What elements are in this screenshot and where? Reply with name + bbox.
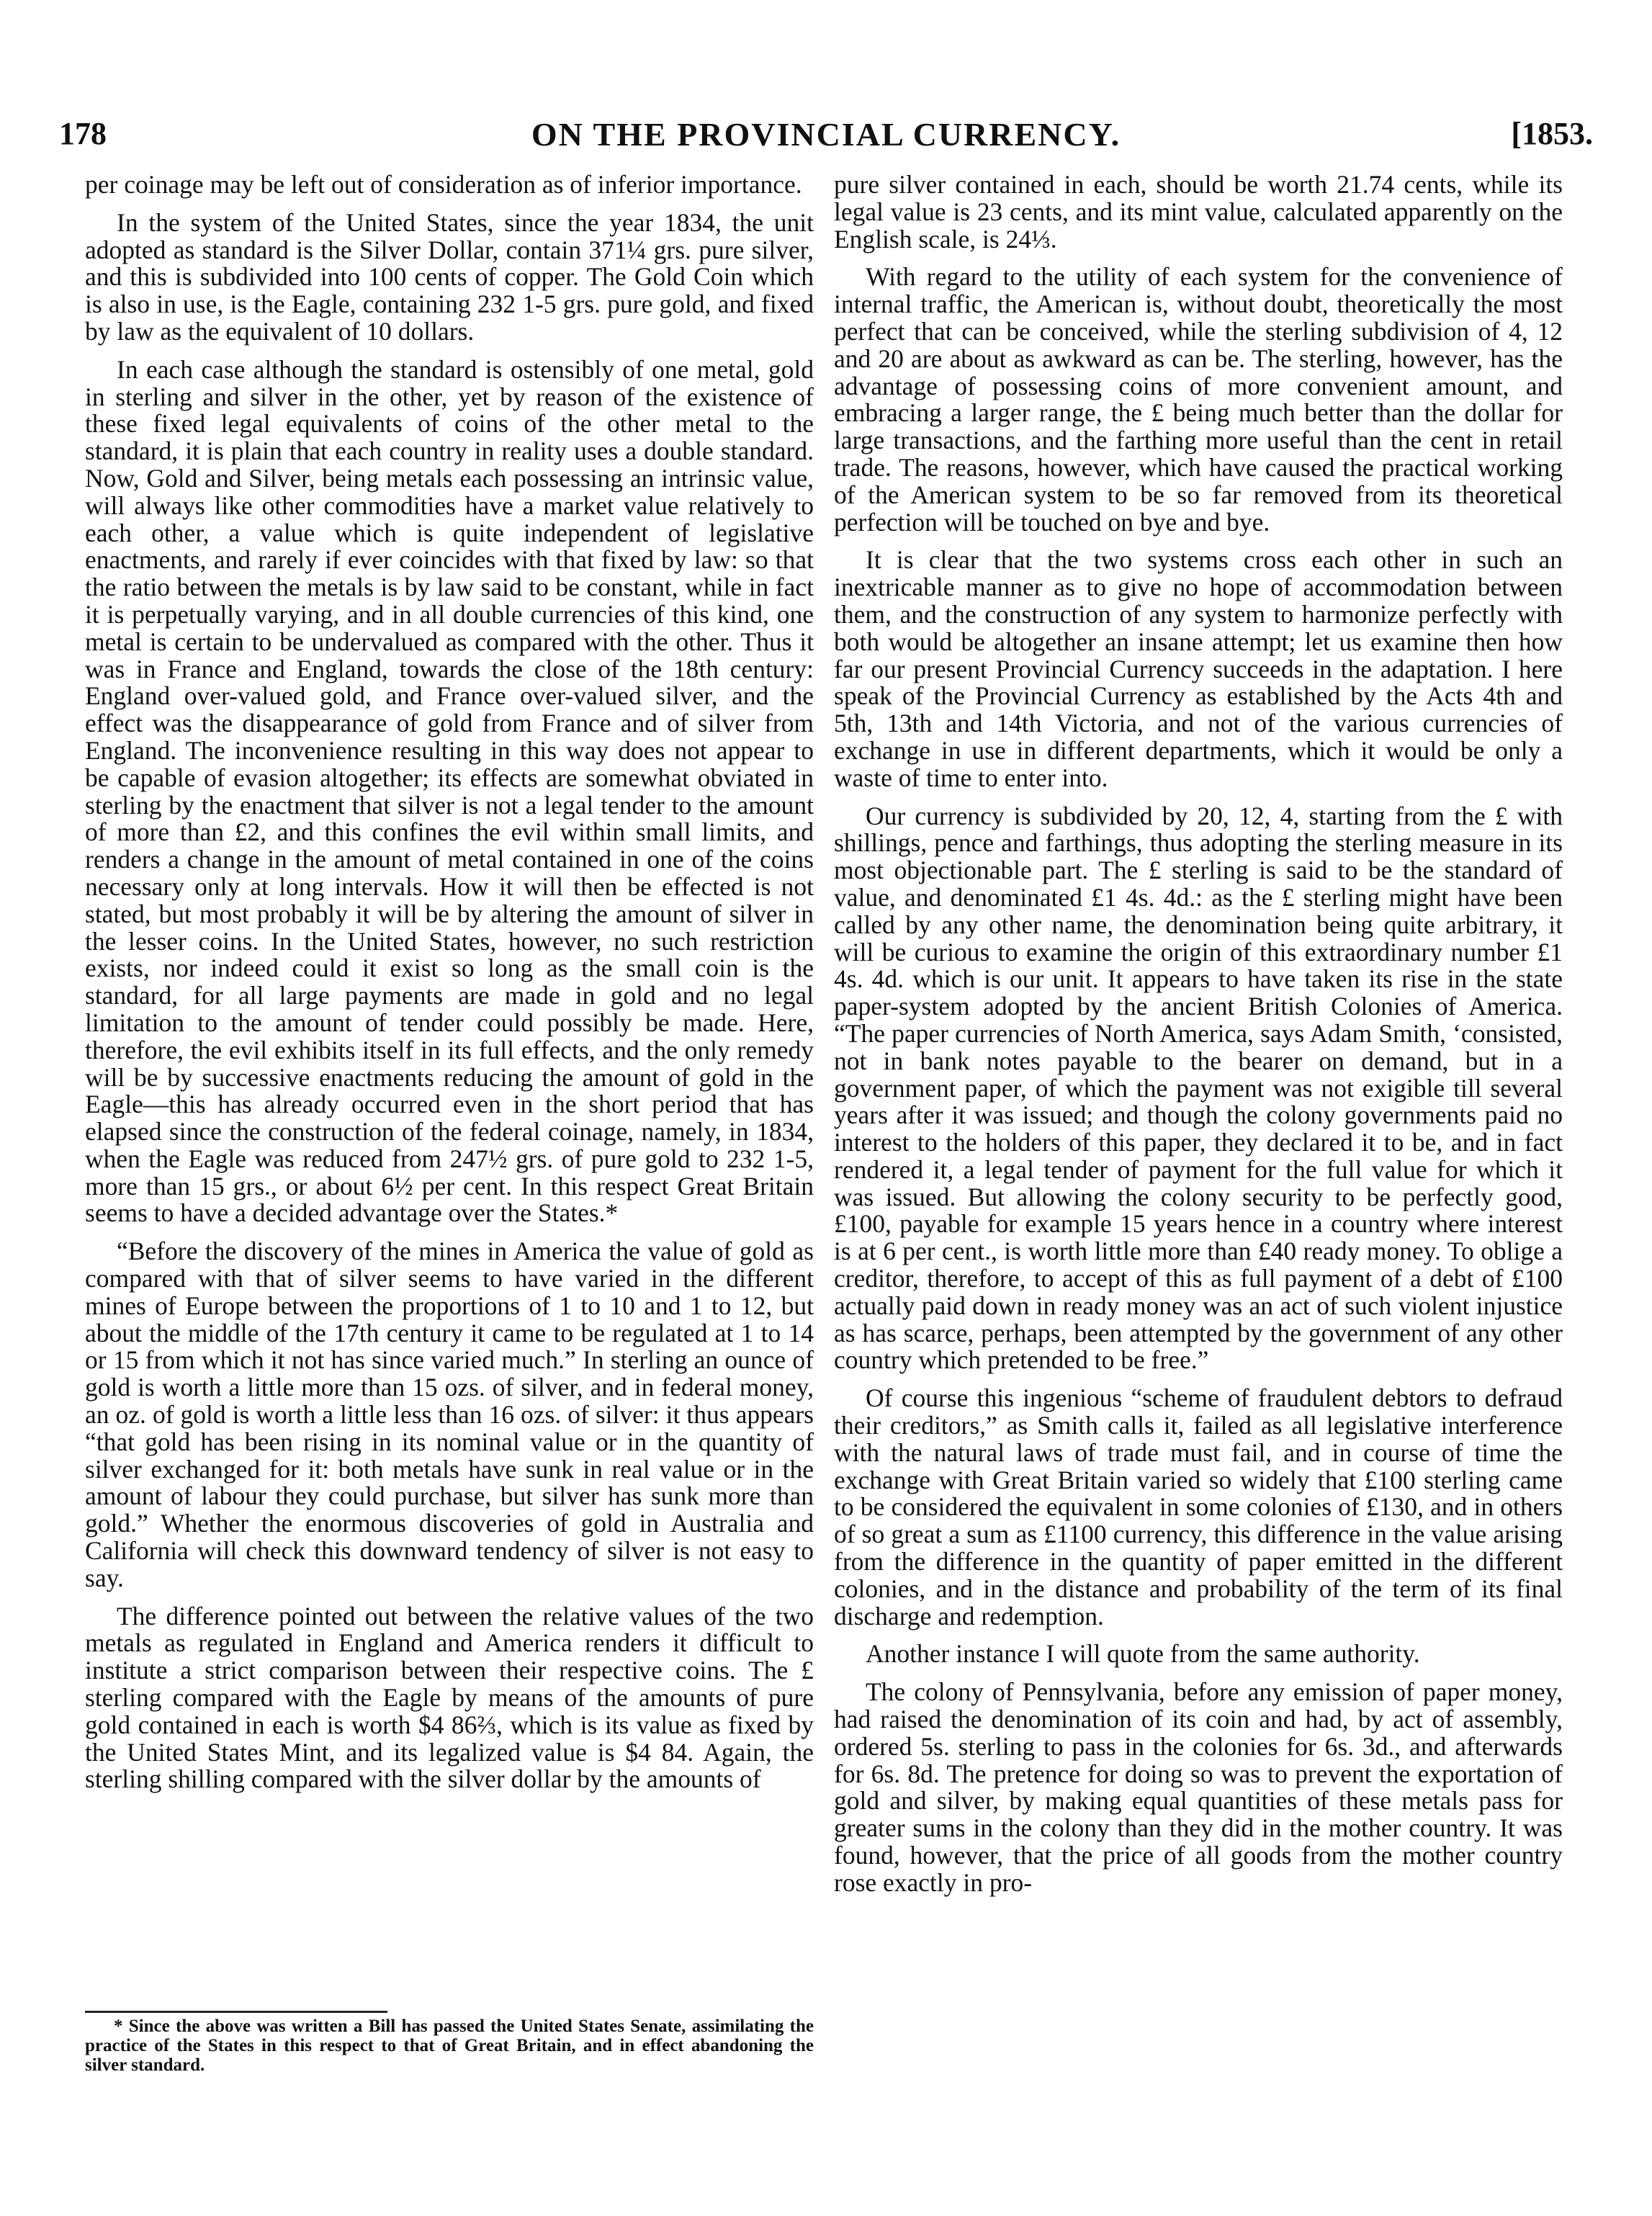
paragraph: The difference pointed out between the relative values of the two metals as regulated in England and America renders it difficult to institute a strict comparison between their respective coins. The £ sterling compared with the Eagle by means of the amounts of pure gold contained in each is worth $4 86⅔, which is its value as fixed by the United States Mint, and its legalized value is $4 84. Again, the sterling shilling compared with the silver dollar by the amounts of xyxy=(85,1601,814,1794)
paragraph: With regard to the utility of each system for the convenience of internal traffic, the American is, without doubt, theoretically the most perfect that can be conceived, while the sterling subdivision of 4, 12 and 20 are about as awkward as can be. The sterling, however, has the advantage of possessing coins of more convenient amount, and embracing a larger range, the £ being much better than the dollar for large transactions, and the farthing more useful than the cent in retail trade. The reasons, however, which have caused the practical working of the American system to be so far removed from its theoretical perfection will be touched on bye and bye. xyxy=(834,262,1563,537)
running-title: ON THE PROVINCIAL CURRENCY. xyxy=(531,116,1121,153)
right-column xyxy=(834,171,1563,2188)
running-header xyxy=(59,115,1593,167)
paragraph: Our currency is subdivided by 20, 12, 4, starting from the £ with shillings, pence and farthings, thus adopting the sterling measure in its most objectionable part. The £ sterling is said to be the standard of value, and denominated £1 4s. 4d.: as the £ sterling might have been called by any other name, the denomination being quite arbitrary, it will be curious to examine the origin of this extraordinary number £1 4s. 4d. which is our unit. It appears to have taken its rise in the state paper-system adopted by the ancient British Colonies of America. “The paper currencies of North America, says Adam Smith, ‘consisted, not in bank notes payable to the bearer on demand, but in a government paper, of which the payment was not exigible till several years after it was issued; and though the colony governments paid no interest to the holders of this paper, they declared it to be, and in fact rendered it, a legal tender of payment for the full value for which it was issued. But allowing the colony security to be perfectly good, £100, payable for example 15 years hence in a country where interest is at 6 per cent., is worth little more than £40 ready money. To oblige a creditor, therefore, to accept of this as full payment of a debt of £100 actually paid down in ready money was an act of such violent injustice as has scarce, perhaps, been attempted by the government of any other country which pretended to be free.” xyxy=(834,801,1563,1375)
footnote xyxy=(85,2017,814,2075)
footnote-text: * Since the above was written a Bill has passed the United States Senate, assimilating the practice of the States in this respect to that of Great Britain, and in effect abandoning the silver standard. xyxy=(85,2017,814,2075)
left-column xyxy=(85,171,814,2004)
footnote-rule xyxy=(85,2011,387,2013)
paragraph: The colony of Pennsylvania, before any emission of paper money, had raised the denomination of its coin and had, by act of assembly, ordered 5s. sterling to pass in the colonies for 6s. 3d., and afterwards for 6s. 8d. The pretence for doing so was to prevent the exportation of gold and silver, by making equal quantities of these metals pass for greater sums in the colony than they did in the mother country. It was found, however, that the price of all goods from the mother country rose exactly in pro- xyxy=(834,1677,1563,1897)
paragraph: Of course this ingenious “scheme of fraudulent debtors to defraud their creditors,” as Smith calls it, failed as all legislative interference with the natural laws of trade must fail, and in course of time the exchange with Great Britain varied so widely that £100 sterling came to be considered the equivalent in some colonies of £130, and in others of so great a sum as £1100 currency, this difference in the value arising from the difference in the quantity of paper emitted in the different colonies, and in the distance and probability of the term of its final discharge and redemption. xyxy=(834,1383,1563,1630)
header-year: [1853. xyxy=(1511,116,1593,151)
paragraph: “Before the discovery of the mines in America the value of gold as compared with that of silver seems to have varied in the different mines of Europe between the proportions of 1 to 10 and 1 to 12, but about the middle of the 17th century it came to be regulated at 1 to 14 or 15 from which it not has since varied much.” In sterling an ounce of gold is worth a little more than 15 ozs. of silver, and in federal money, an oz. of gold is worth a little less than 16 ozs. of silver: it thus appears “that gold has been rising in its nominal value or in the quantity of silver exchanged for it: both metals have sunk in real value or in the amount of labour they could purchase, but silver has sunk more than gold.” Whether the enormous discoveries of gold in Australia and California will check this downward tendency of silver is not easy to say. xyxy=(85,1237,814,1592)
paragraph: In each case although the standard is ostensibly of one metal, gold in sterling and silver in the other, yet by reason of the existence of these fixed legal equivalents of coins of the other metal to the standard, it is plain that each country in reality uses a double standard. Now, Gold and Silver, being metals each possessing an intrinsic value, will always like other commodities have a market value relatively to each other, a value which is quite independent of legislative enactments, and rarely if ever coincides with that fixed by law: so that the ratio between the metals is by law said to be constant, while in fact it is perpetually varying, and in all double currencies of this kind, one metal is certain to be undervalued as compared with the other. Thus it was in France and England, towards the close of the 18th century: England over-valued gold, and France over-valued silver, and the effect was the disappearance of gold from France and of silver from England. The inconvenience resulting in this way does not appear to be capable of evasion altogether; its effects are somewhat obviated in sterling by the enactment that silver is not a legal tender to the amount of more than £2, and this confines the evil within small limits, and renders a change in the amount of metal contained in one of the coins necessary only at long intervals. How it will then be effected is not stated, but most probably it will be by altering the amount of silver in the lesser coins. In the United States, however, no such restriction exists, nor indeed could it exist so long as the small coin is the standard, for all large payments are made in gold and no legal limitation to the amount of tender could possibly be made. Here, therefore, the evil exhibits itself in its full effects, and the only remedy will be by successive enactments reducing the amount of gold in the Eagle—this has already occurred even in the short period that has elapsed since the construction of the federal coinage, namely, in 1834, when the Eagle was reduced from 247½ grs. of pure gold to 232 1-5, more than 15 grs., or about 6½ per cent. In this respect Great Britain seems to have a decided advantage over the States.* xyxy=(85,354,814,1228)
page-number: 178 xyxy=(59,116,107,151)
paragraph: pure silver contained in each, should be worth 21.74 cents, while its legal value is 23 cents, and its mint value, calculated apparently on the English scale, is 24⅓. xyxy=(834,171,1563,254)
paragraph: In the system of the United States, since the year 1834, the unit adopted as standard is the Silver Dollar, contain 371¼ grs. pure silver, and this is subdivided into 100 cents of copper. The Gold Coin which is also in use, is the Eagle, containing 232 1-5 grs. pure gold, and fixed by law as the equivalent of 10 dollars. xyxy=(85,207,814,346)
paragraph: It is clear that the two systems cross each other in such an inextricable manner as to give no hope of accommodation between them, and the construction of any system to harmonize perfectly with both would be altogether an insane attempt; let us examine then how far our present Provincial Currency succeeds in the adaptation. I here speak of the Provincial Currency as established by the Acts 4th and 5th, 13th and 14th Victoria, and not of the various currencies of exchange in use in different departments, which it would be only a waste of time to enter into. xyxy=(834,545,1563,792)
paragraph: Another instance I will quote from the same authority. xyxy=(866,1639,1420,1669)
paragraph: per coinage may be left out of consideration as of inferior importance. xyxy=(85,171,802,199)
